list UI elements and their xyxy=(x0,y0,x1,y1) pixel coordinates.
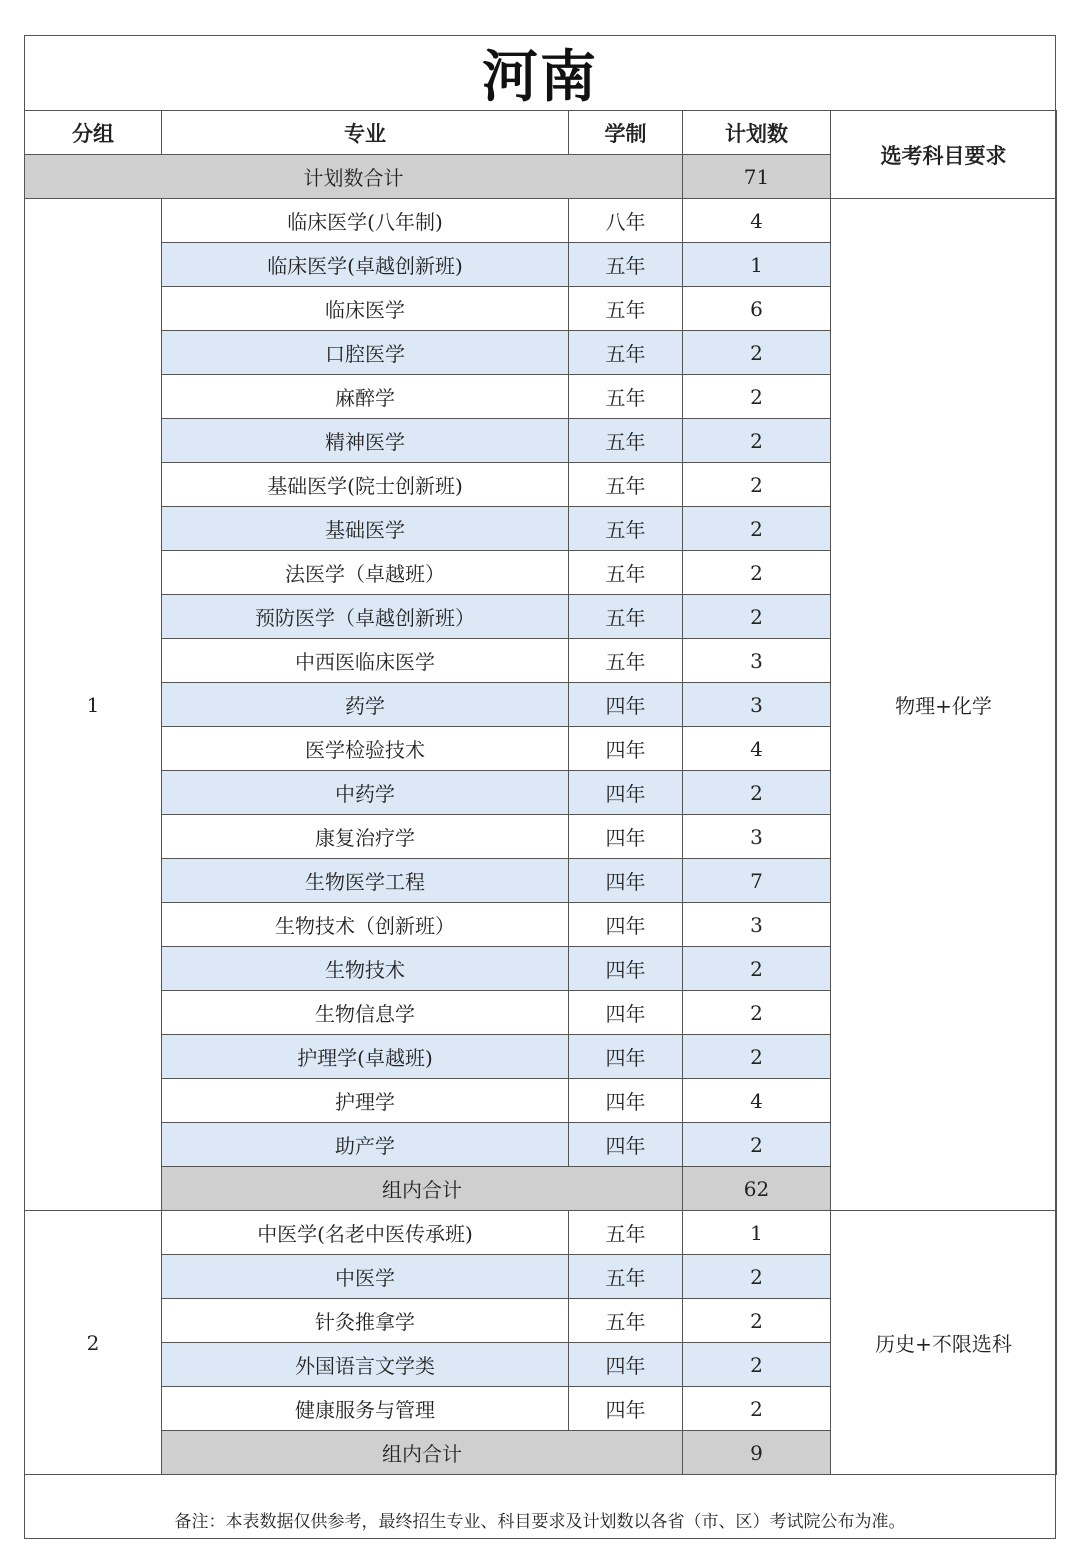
plan-cell: 2 xyxy=(683,463,831,507)
duration-cell: 四年 xyxy=(569,1079,683,1123)
plan-cell: 2 xyxy=(683,551,831,595)
duration-cell: 五年 xyxy=(569,463,683,507)
group-id: 1 xyxy=(25,199,162,1211)
duration-cell: 五年 xyxy=(569,1211,683,1255)
major-cell: 中医学 xyxy=(162,1255,569,1299)
plan-cell: 1 xyxy=(683,243,831,287)
group-requirement: 历史+不限选科 xyxy=(831,1211,1057,1475)
duration-cell: 四年 xyxy=(569,991,683,1035)
plan-cell: 2 xyxy=(683,1035,831,1079)
duration-cell: 四年 xyxy=(569,947,683,991)
duration-cell: 四年 xyxy=(569,859,683,903)
major-cell: 护理学(卓越班) xyxy=(162,1035,569,1079)
plan-cell: 2 xyxy=(683,595,831,639)
plan-cell: 2 xyxy=(683,331,831,375)
duration-cell: 五年 xyxy=(569,1299,683,1343)
duration-cell: 五年 xyxy=(569,331,683,375)
plan-cell: 3 xyxy=(683,815,831,859)
plan-cell: 3 xyxy=(683,903,831,947)
plan-cell: 2 xyxy=(683,991,831,1035)
major-cell: 健康服务与管理 xyxy=(162,1387,569,1431)
page-title: 河南 xyxy=(482,44,598,110)
header-plan: 计划数 xyxy=(683,111,831,155)
major-cell: 精神医学 xyxy=(162,419,569,463)
duration-cell: 五年 xyxy=(569,243,683,287)
plan-cell: 2 xyxy=(683,507,831,551)
duration-cell: 五年 xyxy=(569,507,683,551)
table-row xyxy=(25,1211,1057,1255)
header-requirement: 选考科目要求 xyxy=(831,111,1057,199)
plan-cell: 2 xyxy=(683,1255,831,1299)
plan-cell: 2 xyxy=(683,1387,831,1431)
major-cell: 外国语言文学类 xyxy=(162,1343,569,1387)
header-duration: 学制 xyxy=(569,111,683,155)
major-cell: 临床医学 xyxy=(162,287,569,331)
major-cell: 护理学 xyxy=(162,1079,569,1123)
major-cell: 助产学 xyxy=(162,1123,569,1167)
duration-cell: 四年 xyxy=(569,903,683,947)
duration-cell: 五年 xyxy=(569,419,683,463)
plan-cell: 6 xyxy=(683,287,831,331)
duration-cell: 四年 xyxy=(569,1123,683,1167)
plan-cell: 3 xyxy=(683,639,831,683)
plan-cell: 2 xyxy=(683,419,831,463)
plan-cell: 1 xyxy=(683,1211,831,1255)
subtotal-value: 9 xyxy=(683,1431,831,1475)
plan-cell: 7 xyxy=(683,859,831,903)
duration-cell: 五年 xyxy=(569,1255,683,1299)
duration-cell: 四年 xyxy=(569,727,683,771)
table-row xyxy=(25,199,1057,243)
major-cell: 法医学（卓越班） xyxy=(162,551,569,595)
major-cell: 口腔医学 xyxy=(162,331,569,375)
subtotal-value: 62 xyxy=(683,1167,831,1211)
group-requirement: 物理+化学 xyxy=(831,199,1057,1211)
major-cell: 生物技术（创新班） xyxy=(162,903,569,947)
duration-cell: 五年 xyxy=(569,639,683,683)
header-major: 专业 xyxy=(162,111,569,155)
duration-cell: 五年 xyxy=(569,551,683,595)
major-cell: 药学 xyxy=(162,683,569,727)
plan-table xyxy=(24,110,1057,1475)
major-cell: 临床医学(卓越创新班) xyxy=(162,243,569,287)
major-cell: 针灸推拿学 xyxy=(162,1299,569,1343)
header-group: 分组 xyxy=(25,111,162,155)
major-cell: 预防医学（卓越创新班） xyxy=(162,595,569,639)
duration-cell: 八年 xyxy=(569,199,683,243)
major-cell: 生物医学工程 xyxy=(162,859,569,903)
major-cell: 中药学 xyxy=(162,771,569,815)
footnote: 备注：本表数据仅供参考，最终招生专业、科目要求及计划数以各省（市、区）考试院公布为准。 xyxy=(174,1512,906,1532)
duration-cell: 四年 xyxy=(569,1343,683,1387)
major-cell: 医学检验技术 xyxy=(162,727,569,771)
major-cell: 中西医临床医学 xyxy=(162,639,569,683)
plan-cell: 2 xyxy=(683,1299,831,1343)
major-cell: 临床医学(八年制) xyxy=(162,199,569,243)
duration-cell: 四年 xyxy=(569,1387,683,1431)
duration-cell: 五年 xyxy=(569,595,683,639)
total-value: 71 xyxy=(683,155,831,199)
total-label: 计划数合计 xyxy=(25,155,683,199)
plan-cell: 4 xyxy=(683,727,831,771)
major-cell: 中医学(名老中医传承班) xyxy=(162,1211,569,1255)
duration-cell: 四年 xyxy=(569,683,683,727)
duration-cell: 四年 xyxy=(569,815,683,859)
duration-cell: 五年 xyxy=(569,375,683,419)
major-cell: 生物技术 xyxy=(162,947,569,991)
duration-cell: 四年 xyxy=(569,771,683,815)
plan-cell: 4 xyxy=(683,199,831,243)
plan-cell: 3 xyxy=(683,683,831,727)
major-cell: 基础医学(院士创新班) xyxy=(162,463,569,507)
subtotal-label: 组内合计 xyxy=(162,1431,683,1475)
plan-cell: 2 xyxy=(683,375,831,419)
header-row xyxy=(25,111,1057,155)
duration-cell: 四年 xyxy=(569,1035,683,1079)
major-cell: 康复治疗学 xyxy=(162,815,569,859)
plan-cell: 2 xyxy=(683,1343,831,1387)
duration-cell: 五年 xyxy=(569,287,683,331)
major-cell: 麻醉学 xyxy=(162,375,569,419)
plan-cell: 2 xyxy=(683,771,831,815)
plan-cell: 2 xyxy=(683,947,831,991)
group-id: 2 xyxy=(25,1211,162,1475)
plan-cell: 2 xyxy=(683,1123,831,1167)
subtotal-label: 组内合计 xyxy=(162,1167,683,1211)
plan-cell: 4 xyxy=(683,1079,831,1123)
major-cell: 基础医学 xyxy=(162,507,569,551)
major-cell: 生物信息学 xyxy=(162,991,569,1035)
